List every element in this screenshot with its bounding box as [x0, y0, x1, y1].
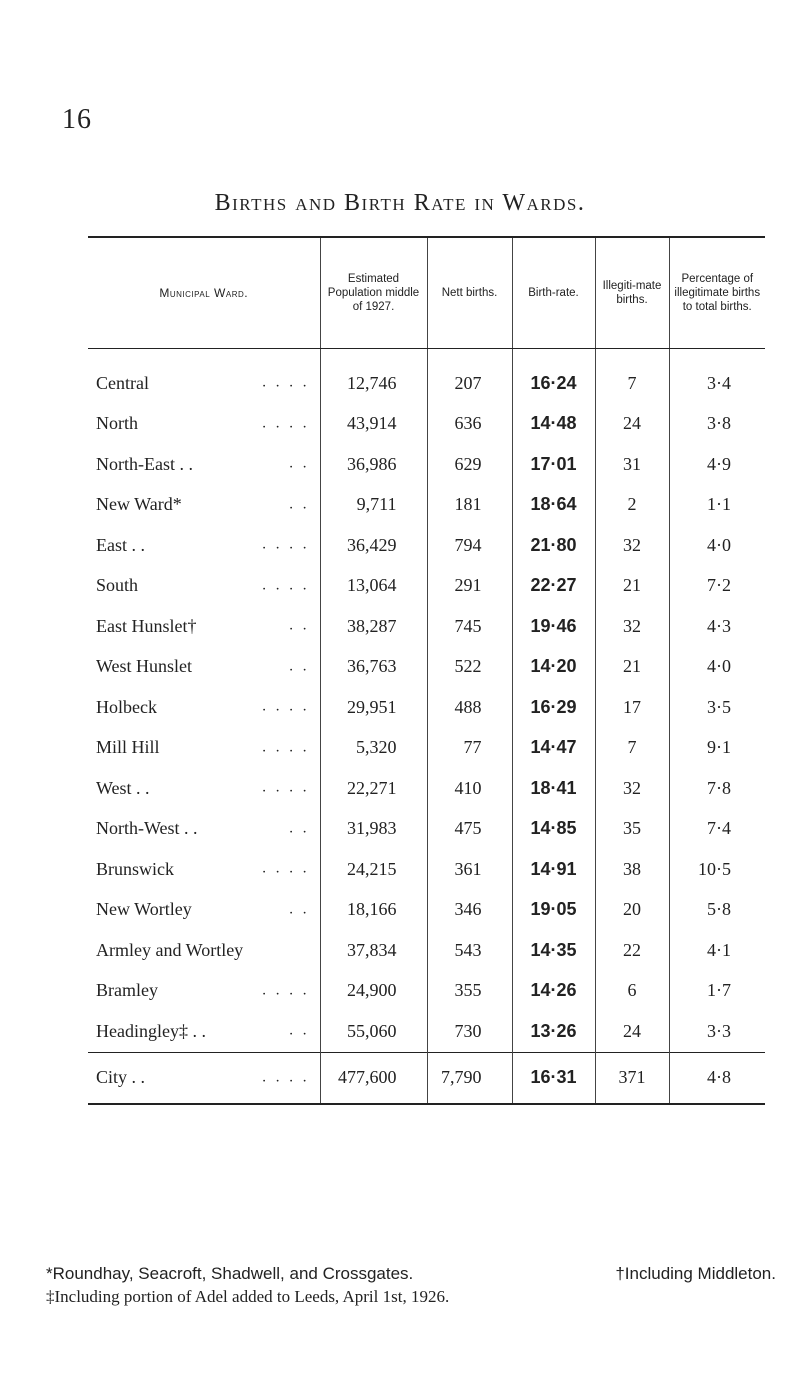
leader-dots: . . . . — [262, 577, 310, 594]
population-cell: 29,951 — [320, 687, 427, 728]
footnote-dagger: †Including Middleton. — [615, 1264, 776, 1283]
ward-rows — [88, 349, 765, 1053]
rate-cell: 19·46 — [512, 606, 595, 647]
total-row — [88, 1052, 765, 1104]
leader-dots: . . . . — [262, 1069, 310, 1085]
ward-cell — [88, 404, 320, 445]
rate-cell: 17·01 — [512, 444, 595, 485]
rate-cell: 14·47 — [512, 728, 595, 769]
rate-cell: 14·35 — [512, 930, 595, 971]
ward-name: South — [96, 575, 139, 596]
illegitimate-cell: 21 — [595, 647, 669, 688]
population-cell: 24,215 — [320, 849, 427, 890]
births-cell: 745 — [427, 606, 512, 647]
rate-cell: 19·05 — [512, 890, 595, 931]
total-ward-cell — [88, 1052, 320, 1104]
footnote-double-dagger: ‡Including portion of Adel added to Leeds, April 1st, 1926. — [46, 1287, 450, 1306]
page-title: Births and Birth Rate in Wards. — [214, 190, 586, 216]
percentage-cell: 3·4 — [669, 349, 765, 404]
ward-cell — [88, 809, 320, 850]
percentage-cell: 7·8 — [669, 768, 765, 809]
percentage-cell: 4·3 — [669, 606, 765, 647]
percentage-cell: 4·9 — [669, 444, 765, 485]
population-cell: 13,064 — [320, 566, 427, 607]
population-cell: 22,271 — [320, 768, 427, 809]
ward-name: New Ward* — [96, 494, 182, 515]
ward-name: New Wortley — [96, 899, 192, 920]
table-row — [88, 1011, 765, 1052]
illegitimate-cell: 32 — [595, 768, 669, 809]
table-row — [88, 687, 765, 728]
rate-cell: 16·24 — [512, 349, 595, 404]
ward-name: Bramley — [96, 980, 158, 1001]
ward-name: City . . — [96, 1067, 146, 1087]
illegitimate-cell: 6 — [595, 971, 669, 1012]
ward-name: North-East . . — [96, 453, 193, 474]
ward-cell — [88, 606, 320, 647]
ward-cell — [88, 485, 320, 526]
table-row — [88, 485, 765, 526]
population-cell: 18,166 — [320, 890, 427, 931]
leader-dots: . . — [289, 1022, 310, 1039]
table-row — [88, 404, 765, 445]
rate-cell: 14·26 — [512, 971, 595, 1012]
table-row — [88, 647, 765, 688]
percentage-cell: 3·3 — [669, 1011, 765, 1052]
header-nett-births: Nett births. — [427, 237, 512, 349]
ward-cell — [88, 890, 320, 931]
illegitimate-cell: 17 — [595, 687, 669, 728]
population-cell: 36,429 — [320, 525, 427, 566]
illegitimate-cell: 32 — [595, 606, 669, 647]
illegitimate-cell: 22 — [595, 930, 669, 971]
births-cell: 636 — [427, 404, 512, 445]
ward-cell — [88, 444, 320, 485]
population-cell: 31,983 — [320, 809, 427, 850]
leader-dots: . . . . — [262, 415, 310, 432]
births-cell: 355 — [427, 971, 512, 1012]
illegitimate-cell: 7 — [595, 349, 669, 404]
ward-name: Mill Hill — [96, 737, 160, 758]
population-cell: 36,986 — [320, 444, 427, 485]
illegitimate-cell: 32 — [595, 525, 669, 566]
leader-dots: . . . . — [262, 374, 310, 391]
percentage-cell: 4·0 — [669, 525, 765, 566]
rate-cell: 21·80 — [512, 525, 595, 566]
leader-dots: . . — [289, 901, 310, 918]
percentage-cell: 4·0 — [669, 647, 765, 688]
illegitimate-cell: 24 — [595, 404, 669, 445]
ward-cell — [88, 728, 320, 769]
table-row — [88, 809, 765, 850]
births-cell: 629 — [427, 444, 512, 485]
rate-cell: 13·26 — [512, 1011, 595, 1052]
population-cell: 38,287 — [320, 606, 427, 647]
table-row — [88, 566, 765, 607]
illegitimate-cell: 35 — [595, 809, 669, 850]
ward-name: West Hunslet — [96, 656, 193, 677]
ward-name: Armley and Wortley — [96, 939, 244, 960]
header-municipal-ward: Municipal Ward. — [88, 237, 320, 349]
births-cell: 346 — [427, 890, 512, 931]
ward-cell — [88, 768, 320, 809]
ward-cell — [88, 349, 320, 404]
rate-cell: 14·48 — [512, 404, 595, 445]
leader-dots: . . — [289, 617, 310, 634]
ward-name: Headingley‡ . . — [96, 1020, 206, 1041]
births-cell: 77 — [427, 728, 512, 769]
ward-name: North-West . . — [96, 818, 198, 839]
births-cell: 794 — [427, 525, 512, 566]
births-cell: 543 — [427, 930, 512, 971]
ward-name: Holbeck — [96, 696, 157, 717]
leader-dots: . . . . — [262, 739, 310, 756]
table-row — [88, 525, 765, 566]
header-estimated-population: Estimated Population middle of 1927. — [320, 237, 427, 349]
ward-cell — [88, 971, 320, 1012]
ward-cell — [88, 930, 320, 971]
ward-name: Brunswick — [96, 858, 174, 879]
population-cell: 55,060 — [320, 1011, 427, 1052]
ward-name: East . . — [96, 534, 145, 555]
percentage-cell: 9·1 — [669, 728, 765, 769]
total-illegitimate: 371 — [595, 1052, 669, 1104]
ward-cell — [88, 647, 320, 688]
percentage-cell: 4·1 — [669, 930, 765, 971]
births-cell: 730 — [427, 1011, 512, 1052]
rate-cell: 14·85 — [512, 809, 595, 850]
ward-cell — [88, 687, 320, 728]
leader-dots: . . . . — [262, 698, 310, 715]
ward-name: Central — [96, 372, 149, 393]
population-cell: 36,763 — [320, 647, 427, 688]
page-number: 16 — [62, 104, 92, 135]
percentage-cell: 10·5 — [669, 849, 765, 890]
births-cell: 522 — [427, 647, 512, 688]
population-cell: 43,914 — [320, 404, 427, 445]
wards-birth-table — [88, 236, 765, 1105]
births-cell: 410 — [427, 768, 512, 809]
total-percentage: 4·8 — [669, 1052, 765, 1104]
leader-dots: . . . . — [262, 779, 310, 796]
births-cell: 181 — [427, 485, 512, 526]
footnote-star: *Roundhay, Seacroft, Shadwell, and Crossgates. — [46, 1264, 414, 1283]
ward-cell — [88, 849, 320, 890]
table-header-row — [88, 237, 765, 349]
illegitimate-cell: 24 — [595, 1011, 669, 1052]
leader-dots: . . — [289, 658, 310, 675]
percentage-cell: 1·1 — [669, 485, 765, 526]
table-row — [88, 930, 765, 971]
births-cell: 488 — [427, 687, 512, 728]
total-birth-rate: 16·31 — [512, 1052, 595, 1104]
rate-cell: 18·64 — [512, 485, 595, 526]
population-cell: 37,834 — [320, 930, 427, 971]
rate-cell: 22·27 — [512, 566, 595, 607]
header-percentage-illegitimate: Percentage of illegitimate births to total births. — [669, 237, 765, 349]
leader-dots: . . — [289, 455, 310, 472]
table-row — [88, 849, 765, 890]
total-population: 477,600 — [320, 1052, 427, 1104]
illegitimate-cell: 31 — [595, 444, 669, 485]
ward-cell — [88, 566, 320, 607]
rate-cell: 14·20 — [512, 647, 595, 688]
illegitimate-cell: 2 — [595, 485, 669, 526]
percentage-cell: 1·7 — [669, 971, 765, 1012]
footnotes — [46, 1262, 776, 1308]
births-cell: 291 — [427, 566, 512, 607]
table-row — [88, 768, 765, 809]
population-cell: 9,711 — [320, 485, 427, 526]
illegitimate-cell: 20 — [595, 890, 669, 931]
rate-cell: 16·29 — [512, 687, 595, 728]
percentage-cell: 5·8 — [669, 890, 765, 931]
rate-cell: 14·91 — [512, 849, 595, 890]
ward-cell — [88, 1011, 320, 1052]
table-row — [88, 728, 765, 769]
leader-dots: . . . . — [262, 982, 310, 999]
total-births: 7,790 — [427, 1052, 512, 1104]
percentage-cell: 7·2 — [669, 566, 765, 607]
percentage-cell: 3·5 — [669, 687, 765, 728]
table-row — [88, 606, 765, 647]
leader-dots: . . . . — [262, 536, 310, 553]
table-row — [88, 971, 765, 1012]
rate-cell: 18·41 — [512, 768, 595, 809]
population-cell: 24,900 — [320, 971, 427, 1012]
leader-dots: . . — [289, 820, 310, 837]
births-cell: 207 — [427, 349, 512, 404]
header-illegitimate-births: Illegiti-mate births. — [595, 237, 669, 349]
population-cell: 5,320 — [320, 728, 427, 769]
percentage-cell: 7·4 — [669, 809, 765, 850]
ward-cell — [88, 525, 320, 566]
ward-name: West . . — [96, 777, 150, 798]
ward-name: East Hunslet† — [96, 615, 197, 636]
ward-name: North — [96, 413, 138, 434]
table-row — [88, 890, 765, 931]
population-cell: 12,746 — [320, 349, 427, 404]
leader-dots: . . . . — [262, 860, 310, 877]
leader-dots: . . — [289, 496, 310, 513]
table-row — [88, 444, 765, 485]
percentage-cell: 3·8 — [669, 404, 765, 445]
table-row — [88, 349, 765, 404]
illegitimate-cell: 7 — [595, 728, 669, 769]
illegitimate-cell: 38 — [595, 849, 669, 890]
births-cell: 361 — [427, 849, 512, 890]
births-cell: 475 — [427, 809, 512, 850]
illegitimate-cell: 21 — [595, 566, 669, 607]
header-birth-rate: Birth-rate. — [512, 237, 595, 349]
